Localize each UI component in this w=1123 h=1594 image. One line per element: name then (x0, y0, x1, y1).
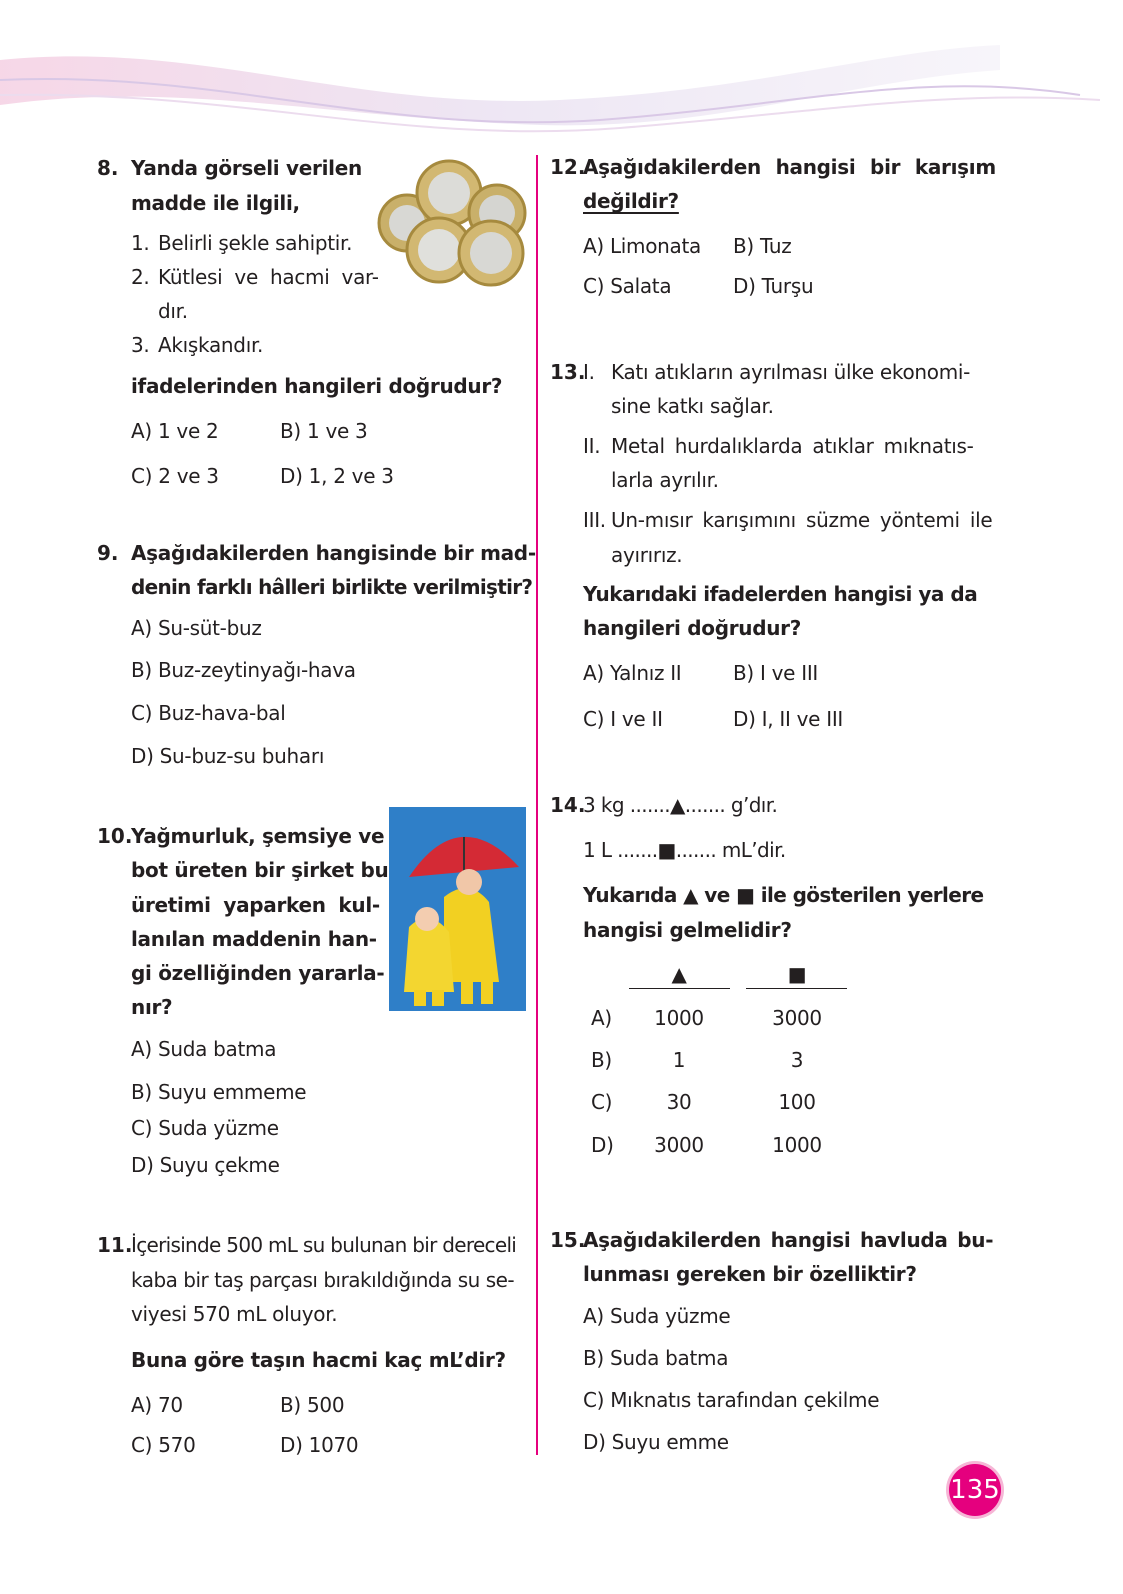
question-stem: Yağmurluk, şemsiye ve (131, 824, 385, 848)
statement-line: 3 kg .......▲....... g’dır. (583, 793, 778, 817)
option-d[interactable]: D) 1, 2 ve 3 (280, 464, 394, 488)
option-d[interactable]: D) I, II ve III (733, 707, 844, 731)
option-c[interactable]: C) 570 (131, 1433, 196, 1457)
row-label: C) (591, 1090, 613, 1114)
option-b[interactable]: B) 500 (280, 1393, 345, 1417)
question-stem: nır? (131, 995, 173, 1019)
question-stem: Yanda görseli verilen (131, 156, 362, 180)
option-c[interactable]: C) 2 ve 3 (131, 464, 219, 488)
question-number: 9. (97, 541, 119, 565)
question-stem: bot üreten bir şirket bu (131, 858, 389, 882)
option-a[interactable]: A) Yalnız II (583, 661, 682, 685)
question-stem: denin farklı hâlleri birlikte verilmiştir? (131, 575, 533, 599)
question-number: 10. (97, 824, 133, 848)
option-a[interactable]: A) 70 (131, 1393, 183, 1417)
square-header: ■ (787, 962, 807, 986)
statement-line: 1 L .......■....... mL’dir. (583, 838, 786, 862)
option-c[interactable]: C) Mıknatıs tarafından çekilme (583, 1388, 880, 1412)
question-number: 13. (550, 360, 586, 384)
triangle-value: 30 (666, 1090, 692, 1114)
row-label: D) (591, 1133, 614, 1157)
option-b[interactable]: B) Buz-zeytinyağı-hava (131, 658, 356, 682)
option-c[interactable]: C) Salata (583, 274, 672, 298)
question-prompt: Yukarıdaki ifadelerden hangisi ya da (583, 582, 978, 606)
option-a[interactable]: A) Suda batma (131, 1037, 277, 1061)
option-c[interactable]: C) Suda yüzme (131, 1116, 279, 1140)
coins-image (377, 158, 529, 288)
statement-text: Metal hurdalıklarda atıklar mıknatıs- (611, 434, 974, 458)
option-d[interactable]: D) Su-buz-su buharı (131, 744, 325, 768)
statement-number: III. (583, 508, 606, 532)
item-text: Akışkandır. (158, 333, 264, 357)
header-wave-decoration (0, 0, 1123, 150)
question-stem: Aşağıdakilerden hangisinde bir mad- (131, 541, 536, 565)
option-d[interactable]: D) Suyu çekme (131, 1153, 280, 1177)
option-b[interactable]: B) I ve III (733, 661, 819, 685)
row-label: B) (591, 1048, 612, 1072)
option-c[interactable]: C) I ve II (583, 707, 663, 731)
question-stem: üretimi yaparken kul- (131, 893, 380, 917)
question-number: 14. (550, 793, 586, 817)
row-label: A) (591, 1006, 612, 1030)
question-number: 15. (550, 1228, 586, 1252)
statement-number: I. (583, 360, 595, 384)
question-stem: lanılan maddenin han- (131, 927, 377, 951)
option-a[interactable]: A) 1 ve 2 (131, 419, 219, 443)
item-text: Belirli şekle sahiptir. (158, 231, 353, 255)
column-divider (536, 155, 538, 1455)
statement-number: II. (583, 434, 601, 458)
square-value: 3000 (772, 1006, 822, 1030)
question-stem-underlined: değildir? (583, 189, 679, 213)
option-d[interactable]: D) Turşu (733, 274, 814, 298)
option-d[interactable]: D) Suyu emme (583, 1430, 729, 1454)
option-d[interactable]: D) 1070 (280, 1433, 359, 1457)
question-stem: İçerisinde 500 mL su bulunan bir dereceli (131, 1233, 517, 1257)
question-number: 11. (97, 1233, 133, 1257)
option-a[interactable]: A) Suda yüzme (583, 1304, 731, 1328)
item-number: 1. (131, 231, 150, 255)
question-prompt: hangileri doğrudur? (583, 616, 802, 640)
children-umbrella-photo (389, 807, 526, 1011)
item-text: dır. (158, 299, 188, 323)
question-stem: Aşağıdakilerden hangisi bir karışım (583, 155, 996, 179)
question-stem: madde ile ilgili, (131, 191, 300, 215)
question-stem: Aşağıdakilerden hangisi havluda bu- (583, 1228, 994, 1252)
square-value: 3 (790, 1048, 804, 1072)
question-stem: viyesi 570 mL oluyor. (131, 1302, 338, 1326)
square-value: 100 (778, 1090, 816, 1114)
triangle-header: ▲ (671, 962, 687, 986)
statement-text: sine katkı sağlar. (611, 394, 774, 418)
question-stem: lunması gereken bir özelliktir? (583, 1262, 917, 1286)
statement-text: larla ayrılır. (611, 468, 719, 492)
item-number: 3. (131, 333, 150, 357)
question-number: 12. (550, 155, 586, 179)
square-value: 1000 (772, 1133, 822, 1157)
option-b[interactable]: B) Suyu emmeme (131, 1080, 307, 1104)
option-b[interactable]: B) Tuz (733, 234, 792, 258)
question-prompt: ifadelerinden hangileri doğrudur? (131, 374, 503, 398)
triangle-value: 1000 (654, 1006, 704, 1030)
option-a[interactable]: A) Limonata (583, 234, 701, 258)
item-text: Kütlesi ve hacmi var- (158, 265, 379, 289)
question-number: 8. (97, 156, 119, 180)
statement-text: ayırırız. (611, 543, 683, 567)
option-c[interactable]: C) Buz-hava-bal (131, 701, 286, 725)
page-number-badge: 135 (949, 1464, 1001, 1516)
statement-text: Katı atıkların ayrılması ülke ekonomi- (611, 360, 971, 384)
option-b[interactable]: B) 1 ve 3 (280, 419, 368, 443)
header-rule (629, 988, 730, 989)
question-prompt: Yukarıda ▲ ve ■ ile gösterilen yerlere (583, 883, 984, 907)
question-prompt: hangisi gelmelidir? (583, 918, 792, 942)
option-b[interactable]: B) Suda batma (583, 1346, 729, 1370)
question-prompt: Buna göre taşın hacmi kaç mL’dir? (131, 1348, 506, 1372)
triangle-value: 3000 (654, 1133, 704, 1157)
option-a[interactable]: A) Su-süt-buz (131, 616, 262, 640)
item-number: 2. (131, 265, 150, 289)
question-stem: kaba bir taş parçası bırakıldığında su se- (131, 1268, 515, 1292)
question-stem: gi özelliğinden yararla- (131, 961, 385, 985)
triangle-value: 1 (672, 1048, 686, 1072)
header-rule (746, 988, 847, 989)
statement-text: Un-mısır karışımını süzme yöntemi ile (611, 508, 993, 532)
